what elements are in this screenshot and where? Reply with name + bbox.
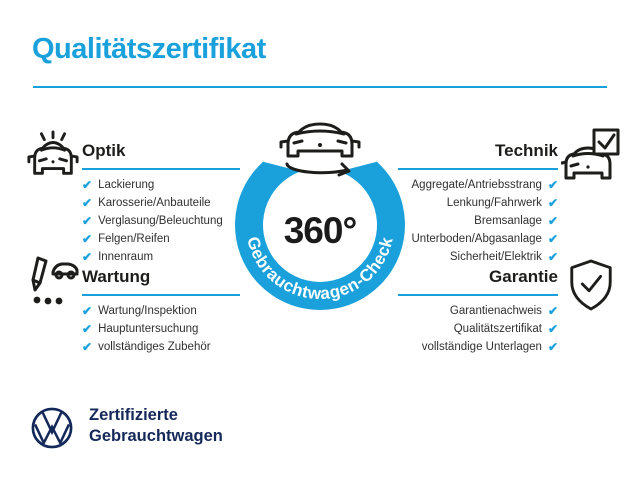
check-icon: ✔ [547,304,558,318]
check-icon: ✔ [82,304,93,318]
check-icon: ✔ [82,250,93,264]
check-item [398,215,558,227]
pencil-car-icon [23,255,81,313]
section-heading: Optik [82,141,240,170]
check-item-label: vollständiges Zubehör [98,341,211,353]
check-item-label: Lackierung [98,179,155,191]
check-item-label: Sicherheit/Elektrik [449,251,542,263]
check-item [82,179,240,191]
check-item [398,179,558,191]
check-icon: ✔ [82,322,93,336]
check-item-label: Hauptuntersuchung [98,323,199,335]
section-heading: Technik [398,141,558,170]
car-checkbox-icon [561,128,621,184]
check-item-label: Innenraum [98,251,154,263]
check-item-label: Aggregate/Antriebsstrang [411,179,542,191]
car-shine-icon [26,129,80,183]
check-item-label: Bremsanlage [474,215,542,227]
check-item-label: vollständige Unterlagen [421,341,542,353]
check-item [82,215,240,227]
check-item [82,305,240,317]
ring-label: Gebrauchtwagen-Check [243,234,397,304]
degree-label: 360° [283,210,357,251]
check-item-label: Qualitätszertifikat [453,323,542,335]
check-item [82,341,240,353]
check-item [82,251,240,263]
check-item-label: Unterboden/Abgasanlage [411,233,542,245]
check-item-label: Karosserie/Anbauteile [98,197,211,209]
vw-logo [30,406,74,450]
check-item [82,233,240,245]
check-item [82,197,240,209]
check-360-medallion [230,120,410,320]
section-garantie [398,267,558,353]
check-icon: ✔ [547,178,558,192]
check-icon: ✔ [547,340,558,354]
check-item [398,251,558,263]
check-icon: ✔ [547,214,558,228]
checklist-garantie [398,305,558,353]
brand-line-2: Gebrauchtwagen [89,426,223,445]
check-icon: ✔ [82,196,93,210]
check-item [398,197,558,209]
car-rotation-icon [281,124,359,175]
check-icon: ✔ [547,250,558,264]
check-item-label: Felgen/Reifen [98,233,170,245]
brand-text [89,405,223,446]
check-item-label: Verglasung/Beleuchtung [98,215,223,227]
check-icon: ✔ [82,178,93,192]
check-item-label: Garantienachweis [449,305,542,317]
check-icon: ✔ [82,340,93,354]
shield-check-icon [566,257,616,313]
checklist-technik [398,179,558,263]
check-icon: ✔ [547,232,558,246]
check-item-label: Lenkung/Fahrwerk [446,197,542,209]
header-divider [33,86,607,88]
section-optik [82,141,240,263]
check-item [398,323,558,335]
check-icon: ✔ [82,214,93,228]
check-icon: ✔ [547,196,558,210]
page-title: Qualitätszertifikat [32,33,266,65]
check-item [398,233,558,245]
section-wartung [82,267,240,353]
checklist-wartung [82,305,240,353]
check-item [398,305,558,317]
check-icon: ✔ [547,322,558,336]
brand-line-1: Zertifizierte [89,406,178,424]
checklist-optik [82,179,240,263]
section-heading: Garantie [398,267,558,296]
check-item-label: Wartung/Inspektion [98,305,197,317]
check-item [82,323,240,335]
check-icon: ✔ [82,232,93,246]
section-technik [398,141,558,263]
section-heading: Wartung [82,267,240,296]
check-item [398,341,558,353]
